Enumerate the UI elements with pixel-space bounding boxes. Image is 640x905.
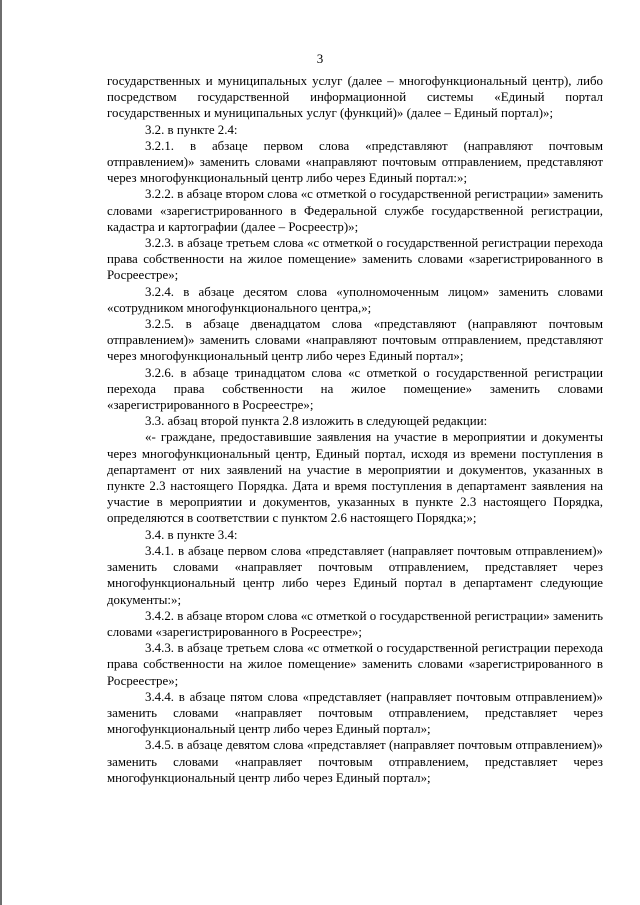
paragraph: 3.2. в пункте 2.4: — [145, 122, 238, 137]
paragraph: 3.2.5. в абзаце двенадцатом слова «представляют (направляют почтовым отправлением)» заменить словами «направляют почтовым отправлением, представляют через многофункциональный центр либо через Единый портал»; — [107, 317, 603, 364]
paragraph: 3.4.1. в абзаце первом слова «представляет (направляет почтовым отправлением)» заменить словами «направляет почтовым отправлением, представляет через многофункциональный центр либо через Единый портал в департамент следующие документы:»; — [107, 543, 603, 607]
paragraph: 3.4.5. в абзаце девятом слова «представляет (направляет почтовым отправлением)» заменить словами «направляет почтовым отправлением, представляет через многофункциональный центр либо через Единый портал»; — [107, 738, 603, 785]
document-body — [107, 73, 603, 786]
paragraph: 3.4.2. в абзаце втором слова «с отметкой о государственной регистрации» заменить словами «зарегистрированного в Росреестре»; — [107, 608, 603, 639]
paragraph: государственных и муниципальных услуг (далее – многофункциональный центр), либо посредством государственной информационной системы «Единый портал государственных и муниципальных услуг (функций)» (далее – Единый портал)»; — [107, 74, 603, 121]
page-edge — [0, 0, 2, 905]
paragraph: 3.2.2. в абзаце втором слова «с отметкой о государственной регистрации» заменить словами «зарегистрированного в Федеральной службе государственной регистрации, кадастра и картографии (далее – Росреестр)»; — [107, 187, 603, 234]
paragraph: 3.4.4. в абзаце пятом слова «представляет (направляет почтовым отправлением)» заменить словами «направляет почтовым отправлением, представляет через многофункциональный центр либо через Единый портал»; — [107, 689, 603, 737]
paragraph: 3.2.4. в абзаце десятом слова «уполномоченным лицом» заменить словами «сотрудником многофункционального центра,»; — [107, 284, 603, 315]
paragraph: 3.3. абзац второй пункта 2.8 изложить в следующей редакции: — [145, 414, 488, 429]
paragraph: 3.4. в пункте 3.4: — [145, 527, 238, 542]
paragraph: «- граждане, предоставившие заявления на участие в мероприятии и документы через многофункциональный центр, Единый портал, исходя из времени поступления в департамент от них заявлений на участие в мероприятии и документов, указанных в пункте 2.3 настоящего Порядка. Дата и время поступления в департамент заявления на участие в мероприятии и документов, указанных в пункте 2.3 настоящего Порядка, определяются в соответствии с пунктом 2.6 настоящего Порядка;»; — [107, 430, 603, 526]
page-number: 3 — [316, 51, 324, 66]
paragraph: 3.4.3. в абзаце третьем слова «с отметкой о государственной регистрации перехода права собственности на жилое помещение» заменить словами «зарегистрированного в Росреестре»; — [107, 641, 603, 688]
paragraph: 3.2.3. в абзаце третьем слова «с отметкой о государственной регистрации перехода права собственности на жилое помещение» заменить словами «зарегистрированного в Росреестре»; — [107, 236, 603, 283]
paragraph: 3.2.1. в абзаце первом слова «представляют (направляют почтовым отправлением)» заменить словами «направляют почтовым отправлением, представляют через многофункциональный центр либо через Единый портал:»; — [107, 138, 603, 186]
paragraph: 3.2.6. в абзаце тринадцатом слова «с отметкой о государственной регистрации перехода права собственности на жилое помещение» заменить словами «зарегистрированного в Росреестре»; — [107, 365, 603, 413]
